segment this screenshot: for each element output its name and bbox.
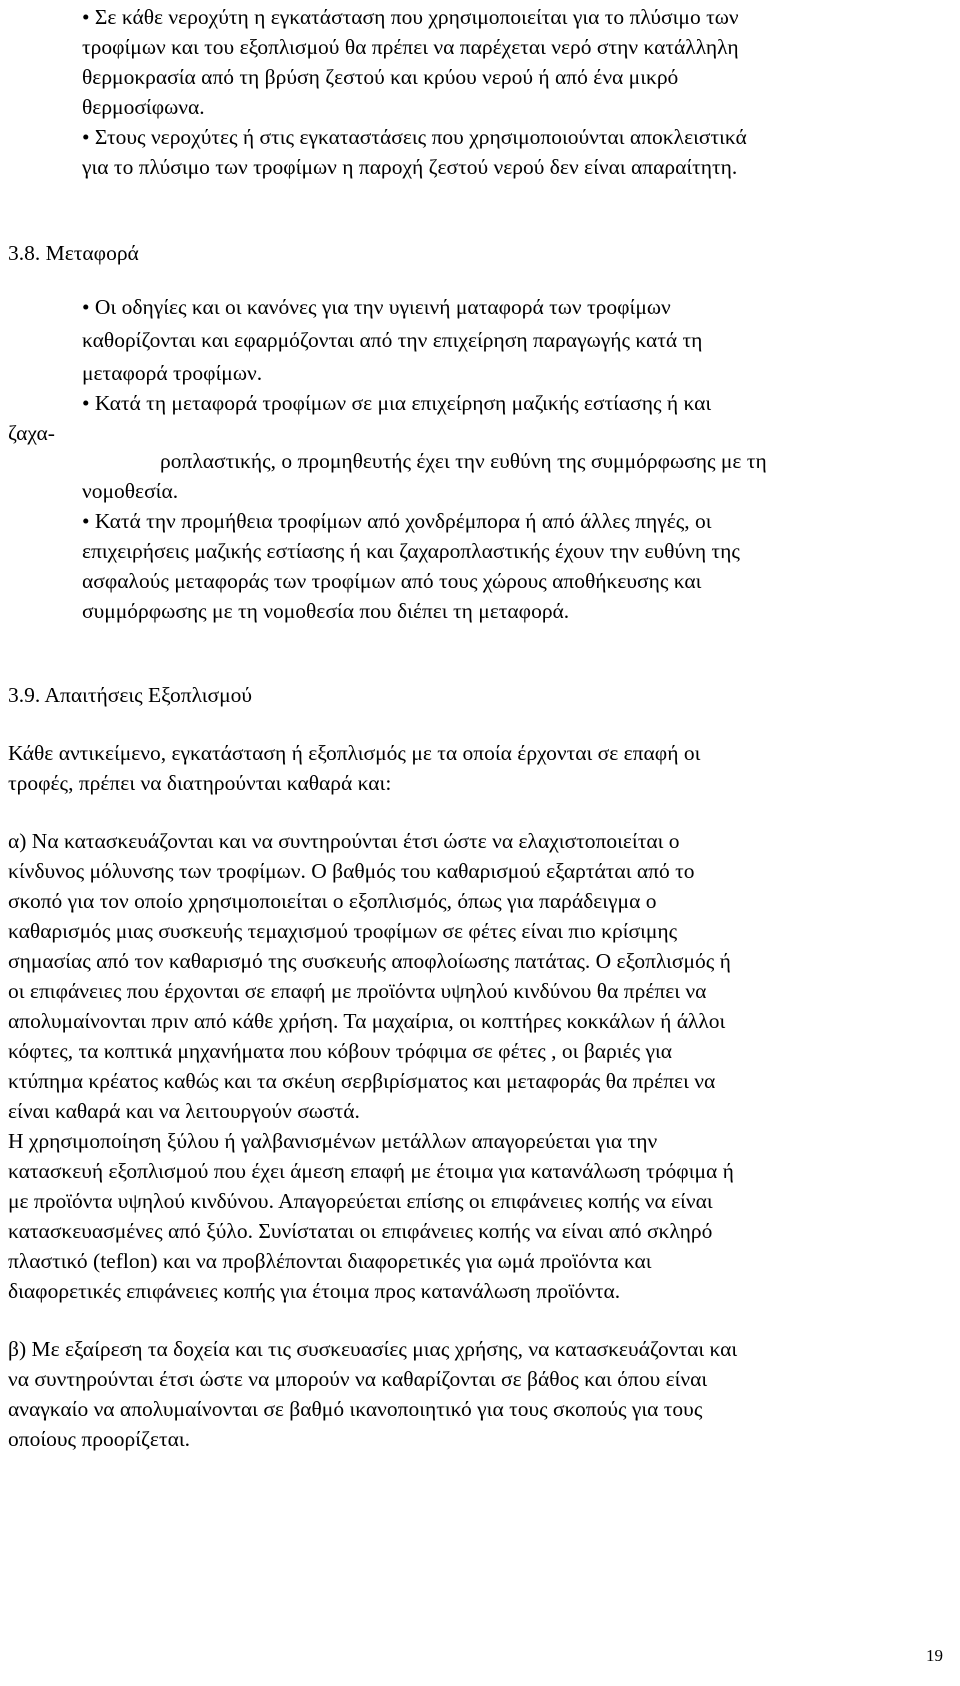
paragraph-line: αναγκαίο να απολυμαίνονται σε βαθμό ικανοποιητικό για τους σκοπούς για τους <box>8 1397 703 1421</box>
bullet-paragraph-line: τροφίμων και του εξοπλισμού θα πρέπει να παρέχεται νερό στην κατάλληλη <box>82 35 739 59</box>
paragraph-line: κόφτες, τα κοπτικά μηχανήματα που κόβουν τρόφιμα σε φέτες , οι βαριές για <box>8 1039 673 1063</box>
bullet-paragraph-line: καθορίζονται και εφαρμόζονται από την επιχείρηση παραγωγής κατά τη <box>82 328 703 352</box>
paragraph-line: σκοπό για τον οποίο χρησιμοποιείται ο εξοπλισμός, όπως για παράδειγμα ο <box>8 889 657 913</box>
paragraph-line: οποίους προορίζεται. <box>8 1427 191 1451</box>
page-number: 19 <box>926 1646 943 1665</box>
bullet-paragraph-line: • Σε κάθε νεροχύτη η εγκατάσταση που χρησιμοποιείται για το πλύσιμο των <box>82 5 739 29</box>
paragraph-line: κτύπημα κρέατος καθώς και τα σκέυη σερβιρίσματος και μεταφοράς θα πρέπει να <box>8 1069 716 1093</box>
bullet-paragraph-line: επιχειρήσεις μαζικής εστίασης ή και ζαχαροπλαστικής έχουν την ευθύνη της <box>82 539 740 563</box>
bullet-paragraph-line: συμμόρφωσης με τη νομοθεσία που διέπει τη μεταφορά. <box>82 599 570 623</box>
paragraph-line: Η χρησιμοποίηση ξύλου ή γαλβανισμένων μετάλλων απαγορεύεται για την <box>8 1129 658 1153</box>
paragraph-line: κατασκευή εξοπλισμού που έχει άμεση επαφή με έτοιμα για κατανάλωση τρόφιμα ή <box>8 1159 734 1183</box>
paragraph-line: καθαρισμός μιας συσκευής τεμαχισμού τροφίμων σε φέτες είναι πιο κρίσιμης <box>8 919 678 943</box>
paragraph-line: β) Με εξαίρεση τα δοχεία και τις συσκευασίες μιας χρήσης, να κατασκευάζονται και <box>8 1337 738 1361</box>
bullet-paragraph-line: ασφαλούς μεταφοράς των τροφίμων από τους χώρους αποθήκευσης και <box>82 569 702 593</box>
section-heading: 3.9. Απαιτήσεις Εξοπλισμού <box>8 683 253 707</box>
bullet-paragraph-line: • Οι οδηγίες και οι κανόνες για την υγιεινή ματαφορά των τροφίμων <box>82 295 671 319</box>
section-heading: 3.8. Μεταφορά <box>8 241 139 265</box>
paragraph-line: α) Να κατασκευάζονται και να συντηρούνται έτσι ώστε να ελαχιστοποιείται ο <box>8 829 680 853</box>
bullet-paragraph-line: για το πλύσιμο των τροφίμων η παροχή ζεστού νερού δεν είναι απαραίτητη. <box>82 155 738 179</box>
paragraph-line: κίνδυνος μόλυνσης των τροφίμων. Ο βαθμός του καθαρισμού εξαρτάται από το <box>8 859 695 883</box>
bullet-paragraph-line: νομοθεσία. <box>82 479 179 503</box>
paragraph-line: πλαστικό (teflon) και να προβλέπονται διαφορετικές για ωμά προϊόντα και <box>8 1249 652 1273</box>
paragraph-line: απολυμαίνονται πριν από κάθε χρήση. Τα μαχαίρια, οι κοπτήρες κοκκάλων ή άλλοι <box>8 1009 726 1033</box>
paragraph-line: σημασίας από τον καθαρισμό της συσκευής αποφλοίωσης πατάτας. Ο εξοπλισμός ή <box>8 949 731 973</box>
paragraph-line: με προϊόντα υψηλού κινδύνου. Απαγορεύεται επίσης οι επιφάνειες κοπής να είναι <box>8 1189 713 1213</box>
paragraph-line: τροφές, πρέπει να διατηρούνται καθαρά και: <box>8 771 392 795</box>
paragraph-line: κατασκευασμένες από ξύλο. Συνίσταται οι επιφάνειες κοπής να είναι από σκληρό <box>8 1219 713 1243</box>
paragraph-line: διαφορετικές επιφάνειες κοπής για έτοιμα προς κατανάλωση προϊόντα. <box>8 1279 621 1303</box>
bullet-paragraph-line: θερμοκρασία από τη βρύση ζεστού και κρύου νερού ή από ένα μικρό <box>82 65 679 89</box>
hyphenated-fragment: ζαχα- <box>8 421 55 445</box>
paragraph-line: είναι καθαρά και να λειτουργούν σωστά. <box>8 1099 360 1123</box>
bullet-paragraph-line: • Κατά τη μεταφορά τροφίμων σε μια επιχείρηση μαζικής εστίασης ή και <box>82 391 712 415</box>
bullet-paragraph-line: • Κατά την προμήθεια τροφίμων από χονδρέμπορα ή από άλλες πηγές, οι <box>82 509 712 533</box>
bullet-paragraph-line: ροπλαστικής, ο προμηθευτής έχει την ευθύνη της συμμόρφωσης με τη <box>160 449 767 473</box>
bullet-paragraph-line: • Στους νεροχύτες ή στις εγκαταστάσεις που χρησιμοποιούνται αποκλειστικά <box>82 125 747 149</box>
bullet-paragraph-line: μεταφορά τροφίμων. <box>82 361 263 385</box>
bullet-paragraph-line: θερμοσίφωνα. <box>82 95 205 119</box>
paragraph-line: Κάθε αντικείμενο, εγκατάσταση ή εξοπλισμός με τα οποία έρχονται σε επαφή οι <box>8 741 701 765</box>
paragraph-line: να συντηρούνται έτσι ώστε να μπορούν να καθαρίζονται σε βάθος και όπου είναι <box>8 1367 708 1391</box>
paragraph-line: οι επιφάνειες που έρχονται σε επαφή με προϊόντα υψηλού κινδύνου θα πρέπει να <box>8 979 707 1003</box>
